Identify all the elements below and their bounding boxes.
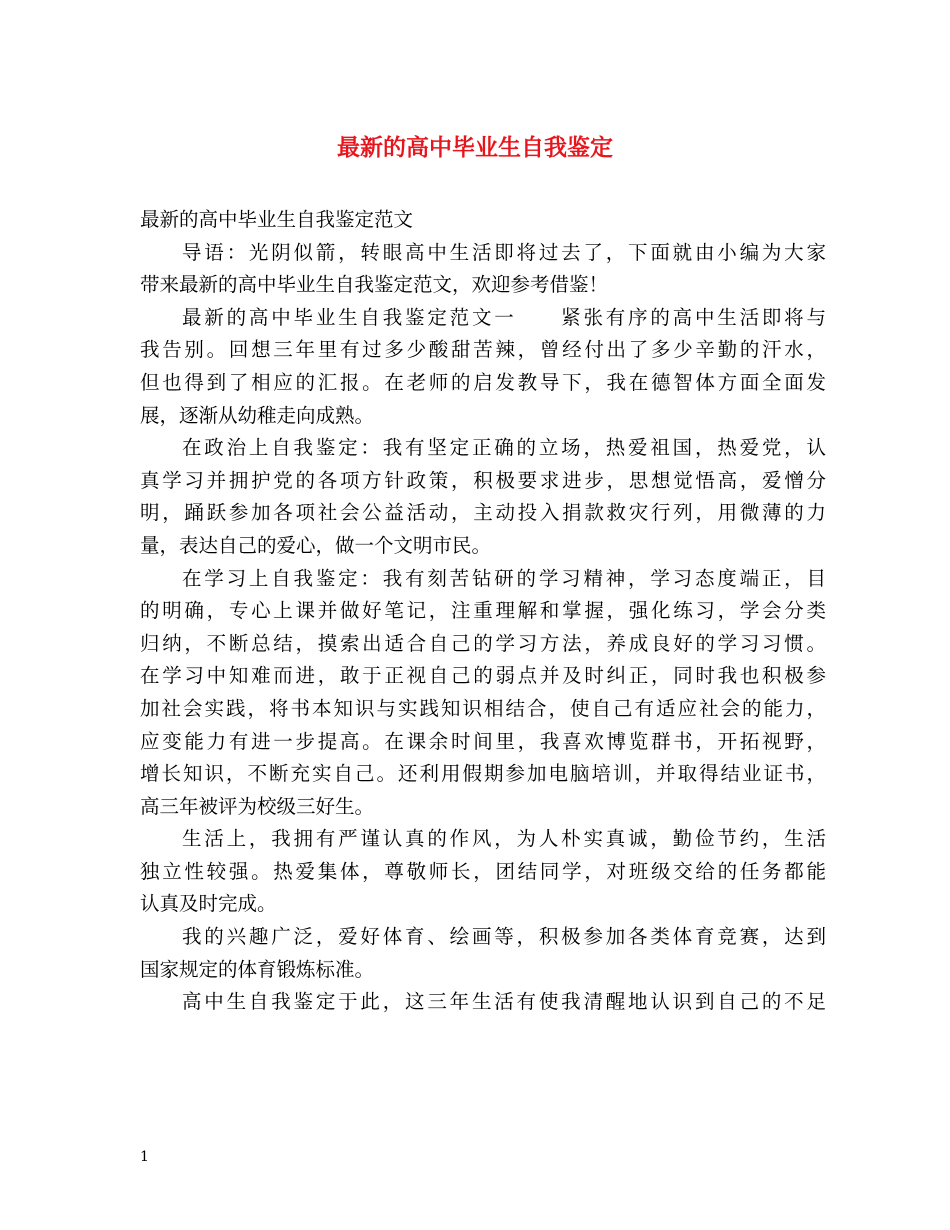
body-line: 量，表达自己的爱心，做一个文明市民。 <box>140 533 492 557</box>
body-line: 高三年被评为校级三好生。 <box>140 794 375 818</box>
body-line: 应变能力有进一步提高。在课余时间里，我喜欢博览群书，开拓视野， <box>140 729 826 753</box>
body-line: 生活上，我拥有严谨认真的作风，为人朴实真诚，勤俭节约，生活 <box>182 827 826 851</box>
body-line: 最新的高中毕业生自我鉴定范文 <box>140 208 414 231</box>
body-line: 但也得到了相应的汇报。在老师的启发教导下，我在德智体方面全面发 <box>140 370 826 394</box>
body-line: 国家规定的体育锻炼标准。 <box>140 957 375 981</box>
body-line: 的明确，专心上课并做好笔记，注重理解和掌握，强化练习，学会分类 <box>140 599 826 623</box>
body-line: 增长知识，不断充实自己。还利用假期参加电脑培训，并取得结业证书， <box>140 762 826 786</box>
body-line: 在学习上自我鉴定：我有刻苦钻研的学习精神，学习态度端正，目 <box>182 566 826 590</box>
body-line: 明，踊跃参加各项社会公益活动，主动投入捐款救灾行列，用微薄的力 <box>140 501 826 525</box>
document-body <box>140 204 826 1019</box>
body-line: 加社会实践，将书本知识与实践知识相结合，使自己有适应社会的能力， <box>140 696 826 720</box>
body-line: 在政治上自我鉴定：我有坚定正确的立场，热爱祖国，热爱党，认 <box>182 436 826 460</box>
body-line: 认真及时完成。 <box>140 892 277 916</box>
body-line: 真学习并拥护党的各项方针政策，积极要求进步，思想觉悟高，爱憎分 <box>140 468 826 492</box>
body-line: 独立性较强。热爱集体，尊敬师长，团结同学，对班级交给的任务都能 <box>140 859 826 883</box>
body-line: 带来最新的高中毕业生自我鉴定范文，欢迎参考借鉴！ <box>140 273 609 297</box>
page-number: 1 <box>140 1149 149 1165</box>
document-title: 最新的高中毕业生自我鉴定 <box>337 134 613 161</box>
body-line: 我告别。回想三年里有过多少酸甜苦辣，曾经付出了多少辛勤的汗水， <box>140 338 826 362</box>
body-line: 高中生自我鉴定于此，这三年生活有使我清醒地认识到自己的不足 <box>182 990 826 1014</box>
body-line: 我的兴趣广泛，爱好体育、绘画等，积极参加各类体育竞赛，达到 <box>182 925 826 949</box>
body-line: 导语：光阴似箭，转眼高中生活即将过去了，下面就由小编为大家 <box>182 240 826 264</box>
body-line: 展，逐渐从幼稚走向成熟。 <box>140 403 375 427</box>
body-line: 归纳，不断总结，摸索出适合自己的学习方法，养成良好的学习习惯。 <box>140 631 826 655</box>
body-line: 最新的高中毕业生自我鉴定范文一 紧张有序的高中生活即将与 <box>182 305 826 329</box>
body-line: 在学习中知难而进，敢于正视自己的弱点并及时纠正，同时我也积极参 <box>140 664 826 688</box>
